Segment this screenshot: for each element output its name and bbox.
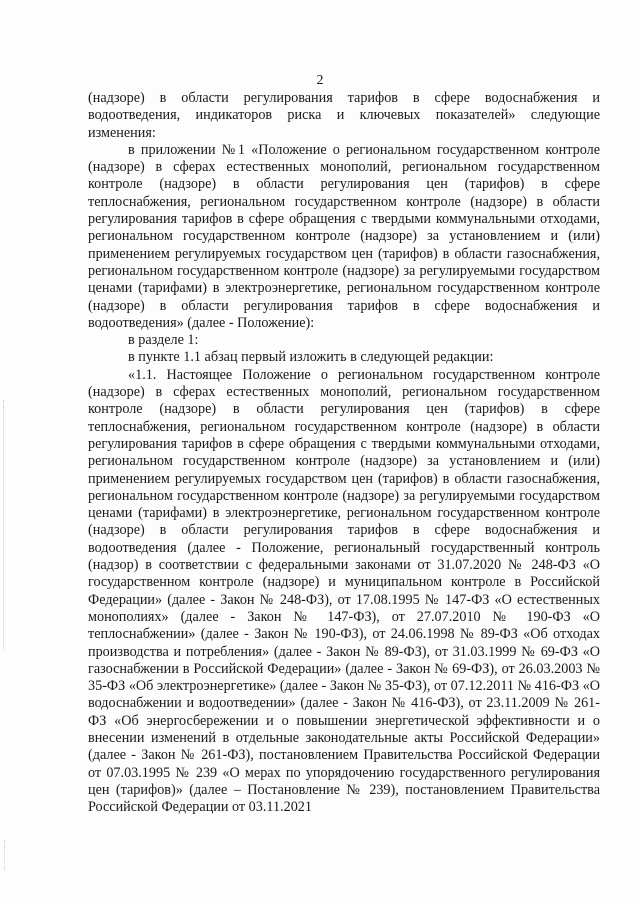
paragraph-continuation: (надзоре) в области регулирования тарифов в сфере водоснабжения и водоотведения, индикаторов риска и ключевых показателей» следующие изменения: <box>88 90 600 141</box>
page-number: 2 <box>316 73 324 88</box>
scan-edge-marks <box>3 400 8 650</box>
scan-edge-marks-lower <box>4 840 7 870</box>
paragraph-new-wording: «1.1. Настоящее Положение о региональном государственном контроле (надзоре) в сферах естественных монополий, региональном государственном контроле (надзоре) в области регулирования цен (тарифов) в сфере теплоснабжения, региональном государственном контроле (надзоре) в области регулирования тарифов в сфере обращения с твердыми коммунальными отходами, региональном государственном контроле (надзоре) за установлением и (или) применением регулируемых государством цен (тарифов) в области газоснабжения, региональном государственном контроле (надзоре) за регулируемыми государством ценами (тарифами) в электроэнергетике, региональном государственном контроле (надзоре) в области регулирования тарифов в сфере водоснабжения и водоотведения (далее - Положение, региональный государственный контроль (надзор) в соответствии с федеральными законами от 31.07.2020 № 248-ФЗ «О государственном контроле (надзоре) и муниципальном контроле в Российской Федерации» (далее - Закон № 248-ФЗ), от 17.08.1995 № 147-ФЗ «О естественных монополиях» (далее - Закон № 147-ФЗ), от 27.07.2010 № 190-ФЗ «О теплоснабжении» (далее - Закон № 190-ФЗ), от 24.06.1998 № 89-ФЗ «Об отходах производства и потребления» (далее - Закон № 89-ФЗ), от 31.03.1999 № 69-ФЗ «О газоснабжении в Российской Федерации» (далее - Закон № 69-ФЗ), от 26.03.2003 № 35-ФЗ «Об электроэнергетике» (далее - Закон № 35-ФЗ), от 07.12.2011 № 416-ФЗ «О водоснабжении и водоотведении» (далее - Закон № 416-ФЗ), от 23.11.2009 № 261-ФЗ «Об энергосбережении и о повышении энергетической эффективности и о внесении изменений в отдельные законодательные акты Российской Федерации» (далее - Закон № 261-ФЗ), постановлением Правительства Российской Федерации от 07.03.1995 № 239 «О мерах по упорядочению государственного регулирования цен (тарифов)» (далее – Постановление № 239), постановлением Правительства Российской Федерации от 03.11.2021 <box>88 366 600 816</box>
paragraph-appendix-1: в приложении №1 «Положение о региональном государственном контроле (надзоре) в сферах естественных монополий, региональном государственном контроле (надзоре) в области регулирования цен (тарифов) в сфере теплоснабжения, региональном государственном контроле (надзоре) в области регулирования тарифов в сфере обращения с твердыми коммунальными отходами, региональном государственном контроле (надзоре) за установлением и (или) применением регулируемых государством цен (тарифов) в области газоснабжения, региональном государственном контроле (надзоре) за регулируемыми государством ценами (тарифами) в электроэнергетике, региональном государственном контроле (надзоре) в области регулирования тарифов в сфере водоснабжения и водоотведения» (далее - Положение): <box>88 141 600 331</box>
paragraph-section-1: в разделе 1: <box>128 332 199 349</box>
document-body <box>88 90 600 816</box>
paragraph-clause-1-1: в пункте 1.1 абзац первый изложить в следующей редакции: <box>128 349 494 366</box>
